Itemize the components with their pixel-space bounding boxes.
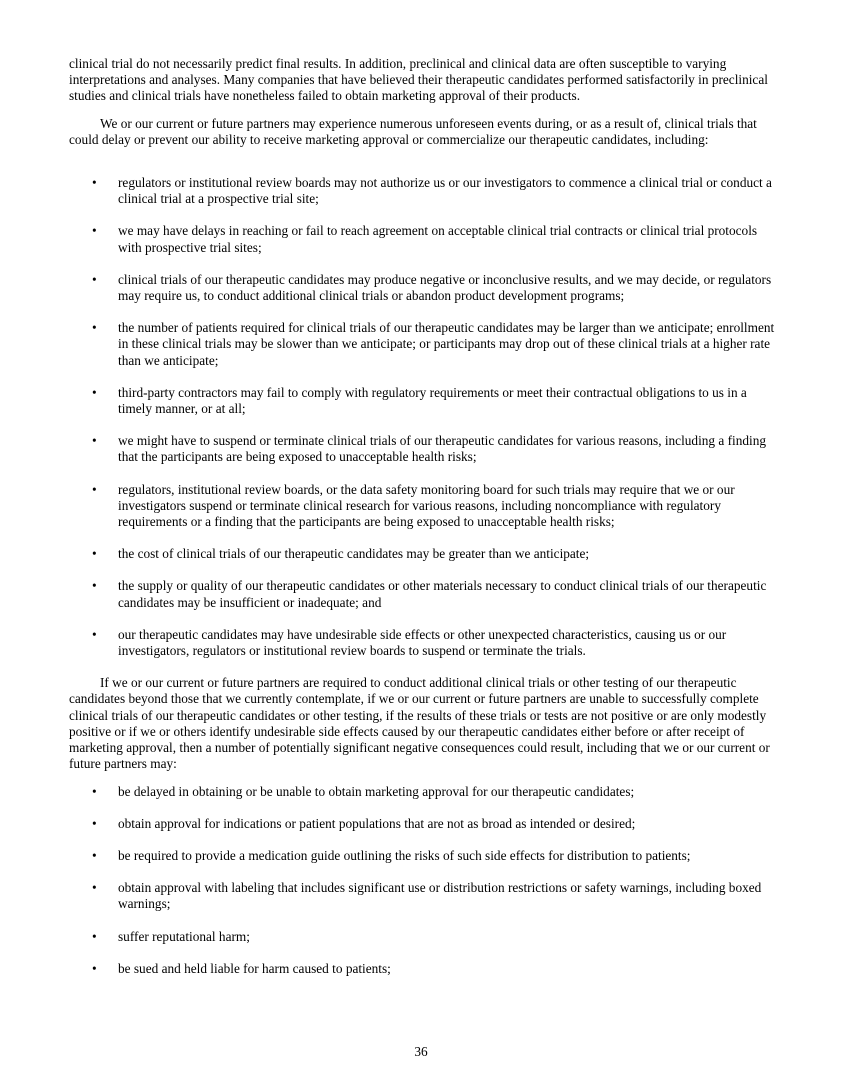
list-item xyxy=(69,175,775,207)
list-item xyxy=(69,816,775,832)
bullet-marker: • xyxy=(92,546,97,562)
bullet-marker: • xyxy=(92,578,97,594)
list-item xyxy=(69,385,775,417)
bullet-marker: • xyxy=(92,481,97,497)
list-item xyxy=(69,320,775,369)
bullet-marker: • xyxy=(92,815,97,831)
list-item xyxy=(69,961,775,977)
unforeseen-events-paragraph: We or our current or future partners may experience numerous unforeseen events during, or as a result of, clinical trials that could delay or prevent our ability to receive marketing approval or commercialize our therapeutic candidates, including: xyxy=(69,115,757,147)
list-item xyxy=(69,482,775,531)
bullet-marker: • xyxy=(92,928,97,944)
list-item xyxy=(69,433,775,465)
list-item-text: be sued and held liable for harm caused to patients; xyxy=(118,960,391,976)
list-item xyxy=(69,223,775,255)
list-item xyxy=(69,784,775,800)
consequences-list xyxy=(69,784,775,977)
bullet-marker: • xyxy=(92,223,97,239)
unforeseen-events-list xyxy=(69,175,775,659)
list-item-text: third-party contractors may fail to comply with regulatory requirements or meet their contractual obligations to us in a timely manner, or at all; xyxy=(118,384,747,417)
bullet-marker: • xyxy=(92,175,97,191)
bullet-marker: • xyxy=(92,384,97,400)
list-item-text: our therapeutic candidates may have undesirable side effects or other unexpected characteristics, causing us or our investigators, regulators or institutional review boards to suspend or terminate the trials. xyxy=(118,626,727,659)
list-item-text: be required to provide a medication guide outlining the risks of such side effects for distribution to patients; xyxy=(118,847,691,863)
bullet-marker: • xyxy=(92,320,97,336)
list-item-text: the number of patients required for clinical trials of our therapeutic candidates may be larger than we anticipate; enrollment in these clinical trials may be slower than we anticipate; or participants may drop out of these clinical trials at a higher rate than we anticipate; xyxy=(118,320,775,368)
list-item xyxy=(69,848,775,864)
list-item xyxy=(69,546,775,562)
list-item-text: clinical trials of our therapeutic candidates may produce negative or inconclusive results, and we may decide, or regulators may require us, to conduct additional clinical trials or abandon product development programs; xyxy=(118,271,772,304)
bullet-marker: • xyxy=(92,847,97,863)
list-item xyxy=(69,627,775,659)
bullet-marker: • xyxy=(92,626,97,642)
bullet-marker: • xyxy=(92,783,97,799)
bullet-marker: • xyxy=(92,960,97,976)
intro-paragraph: clinical trial do not necessarily predict final results. In addition, preclinical and clinical data are often susceptible to varying interpretations and analyses. Many companies that have believed their therapeutic candidates performed satisfactorily in preclinical studies and clinical trials have nonetheless failed to obtain marketing approval of their products. xyxy=(69,56,768,104)
list-item-text: obtain approval with labeling that includes significant use or distribution restrictions or safety warnings, including boxed warnings; xyxy=(118,880,762,912)
list-item xyxy=(69,578,775,610)
list-item-text: we might have to suspend or terminate clinical trials of our therapeutic candidates for various reasons, including a finding that the participants are being exposed to unacceptable health risks; xyxy=(118,433,767,465)
document-page xyxy=(69,56,775,977)
list-item-text: the cost of clinical trials of our therapeutic candidates may be greater than we anticipate; xyxy=(118,546,590,562)
consequences-paragraph: If we or our current or future partners are required to conduct additional clinical trials or other testing of our therapeutic candidates beyond those that we currently contemplate, if we or our current or future partners are unable to successfully complete clinical trials of our therapeutic candidates or other testing, if the results of these trials or tests are not positive or are only modestly positive or if we or others identify undesirable side effects caused by our therapeutic candidates either before or after receipt of marketing approval, then a number of potentially significant negative consequences could result, including that we or our current or future partners may: xyxy=(69,675,770,772)
list-item-text: the supply or quality of our therapeutic candidates or other materials necessary to conduct clinical trials of our therapeutic candidates may be insufficient or inadequate; and xyxy=(118,578,767,610)
bullet-marker: • xyxy=(92,271,97,287)
list-item-text: we may have delays in reaching or fail to reach agreement on acceptable clinical trial contracts or clinical trial protocols with prospective trial sites; xyxy=(118,223,758,255)
list-item xyxy=(69,929,775,945)
list-item-text: regulators or institutional review boards may not authorize us or our investigators to commence a clinical trial or conduct a clinical trial at a prospective trial site; xyxy=(118,175,772,207)
list-item xyxy=(69,880,775,912)
list-item-text: obtain approval for indications or patient populations that are not as broad as intended or desired; xyxy=(118,815,636,831)
list-item-text: suffer reputational harm; xyxy=(118,928,250,944)
bullet-marker: • xyxy=(92,433,97,449)
list-item xyxy=(69,272,775,304)
bullet-marker: • xyxy=(92,880,97,896)
page-number: 36 xyxy=(414,1044,428,1059)
list-item-text: regulators, institutional review boards, or the data safety monitoring board for such trials may require that we or our investigators suspend or terminate clinical research for various reasons, including noncompliance with regulatory requirements or a finding that the participants are being exposed to unacceptable health risks; xyxy=(118,481,735,530)
list-item-text: be delayed in obtaining or be unable to obtain marketing approval for our therapeutic candidates; xyxy=(118,783,635,799)
